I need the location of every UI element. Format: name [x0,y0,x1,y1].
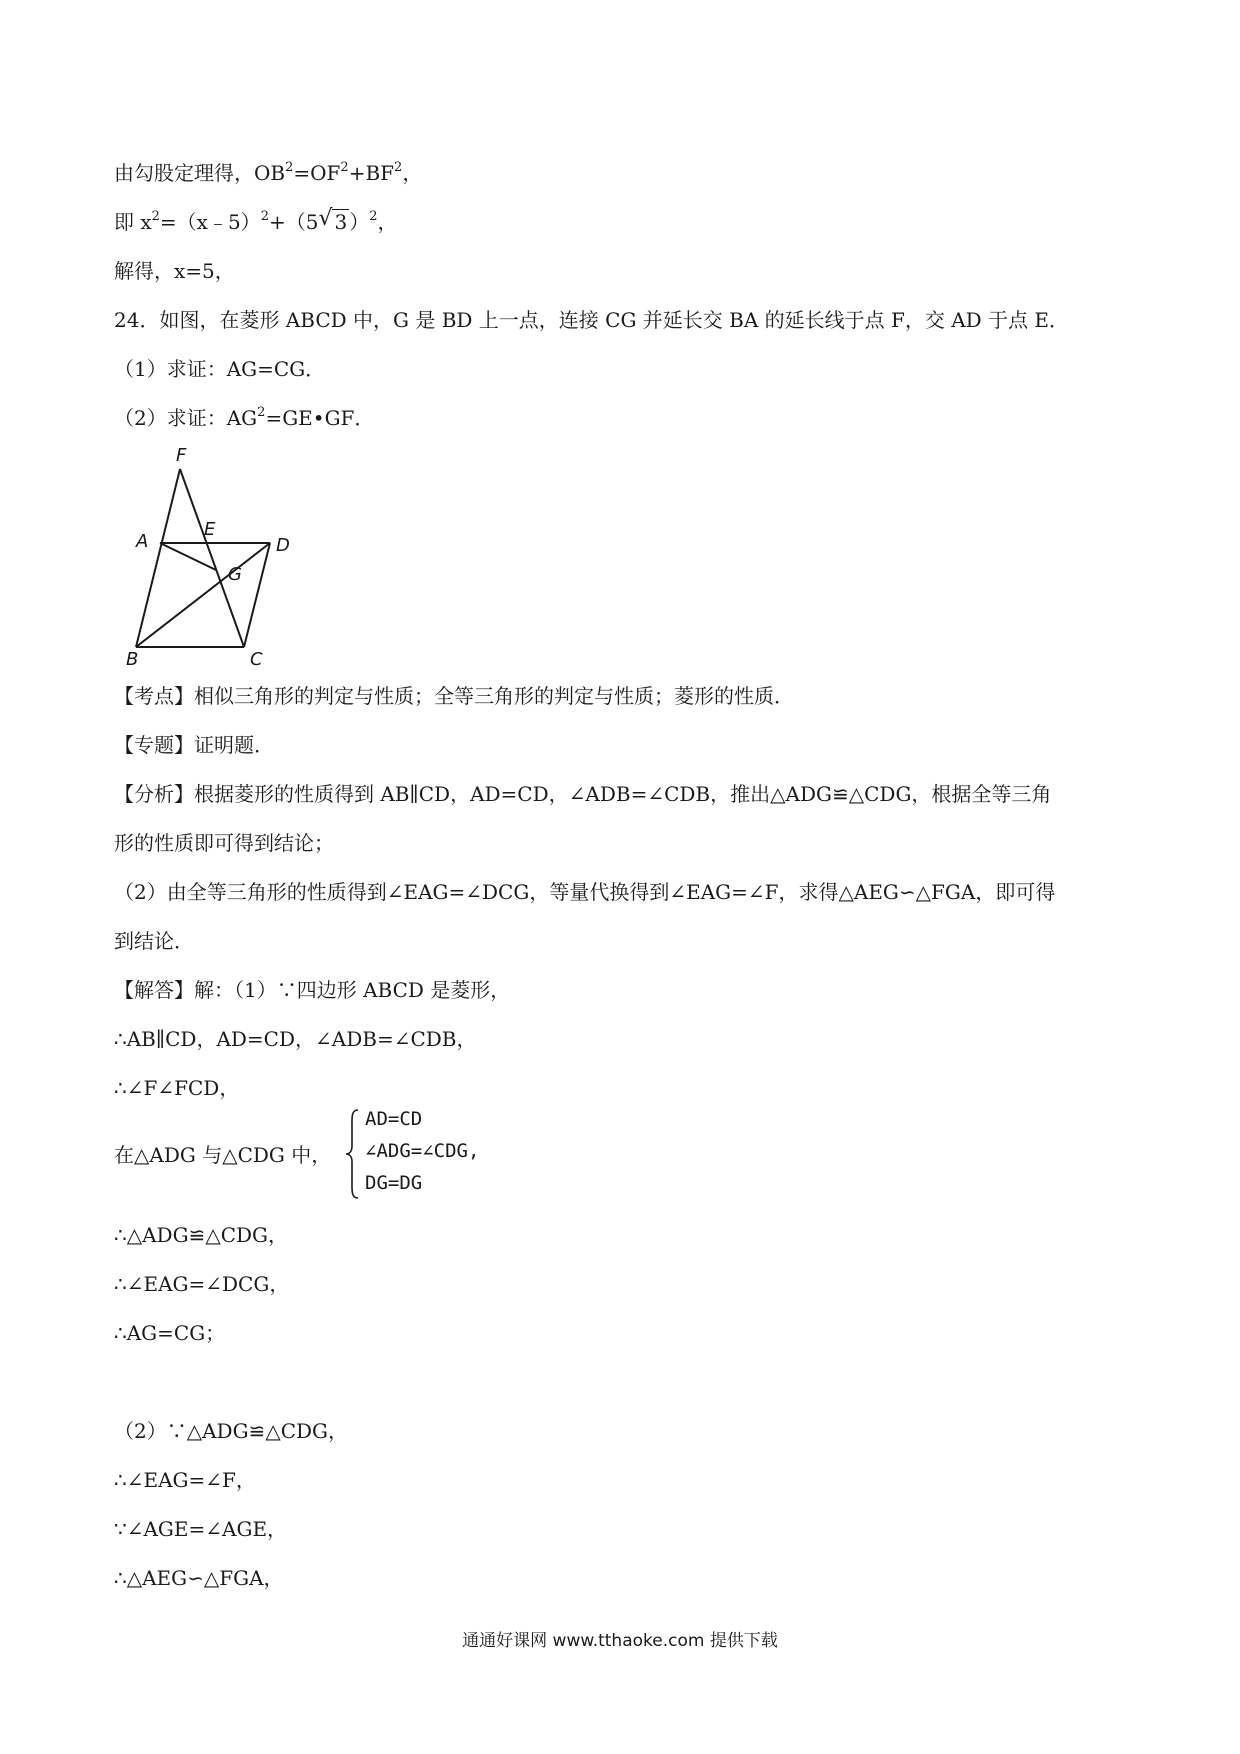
label-f: F [176,445,187,466]
geometry-diagram [126,445,298,670]
system-row-2: ∠ADG=∠CDG, [365,1140,480,1162]
left-brace [345,1108,359,1200]
label-d: D [276,535,290,556]
fenxi-line-1: 【分析】根据菱形的性质得到 AB∥CD，AD=CD，∠ADB=∠CDB，推出△ADG≌△CDG，根据全等三角 [114,782,1052,806]
part-2-step-1: （2）∵△ADG≌△CDG， [114,1419,349,1443]
question-24: 24．如图，在菱形 ABCD 中，G 是 BD 上一点，连接 CG 并延长交 BA 的延长线于点 F，交 AD 于点 E． [114,308,1070,332]
segment-dc [244,543,270,647]
rhombus-figure [126,445,298,670]
label-b: B [126,649,139,670]
label-e: E [204,519,216,540]
segment-fb [136,469,180,647]
solution-step-2: ∴∠F∠FCD， [114,1076,240,1100]
question-24-part-2: （2）求证：$AG^2=GE•GF$． [114,405,375,430]
jieda: 【解答】解：（1）∵四边形 ABCD 是菱形， [114,978,511,1002]
kaodian: 【考点】相似三角形的判定与性质；全等三角形的判定与性质；菱形的性质． [114,684,794,708]
label-c: C [250,649,263,670]
text-line-pythagoras: 由勾股定理得，$OB^2=OF^2+BF^2$， [114,160,423,185]
fenxi-line-4: 到结论． [114,929,194,953]
solution-step-3: 在△ADG 与△CDG 中， [114,1143,332,1167]
system-row-1: AD=CD [365,1108,423,1130]
zhuanti: 【专题】证明题． [114,733,274,757]
label-g: G [228,564,242,585]
part-2-step-3: ∵∠AGE=∠AGE， [114,1517,288,1541]
fenxi-line-3: （2）由全等三角形的性质得到∠EAG=∠DCG，等量代换得到∠EAG=∠F，求得△AEG∽△FGA，即可得 [114,880,1056,904]
label-a: A [136,531,149,552]
solution-step-1: ∴AB∥CD，AD=CD，∠ADB=∠CDB， [114,1027,477,1051]
question-24-part-1: （1）求证：AG=CG． [114,357,326,381]
fenxi-line-2: 形的性质即可得到结论； [114,831,334,855]
equation-system [345,1108,505,1200]
text-line-solution: 解得，x=5， [114,259,235,283]
text-line-equation: 即 $x^2=(x﹣5)^2+(5√$ 3 ）$^2$， [114,209,397,235]
page-footer: 通通好课网 www.tthaoke.com 提供下载 [462,1631,778,1651]
part-2-step-4: ∴△AEG∽△FGA， [114,1566,284,1590]
solution-step-6: ∴AG=CG； [114,1321,226,1345]
system-row-3: DG=DG [365,1172,423,1194]
solution-step-5: ∴∠EAG=∠DCG， [114,1272,290,1296]
segment-bd [136,543,270,647]
solution-step-4: ∴△ADG≌△CDG， [114,1223,289,1247]
sqrt-symbol: √ 3 [318,209,349,235]
part-2-step-2: ∴∠EAG=∠F， [114,1468,256,1492]
